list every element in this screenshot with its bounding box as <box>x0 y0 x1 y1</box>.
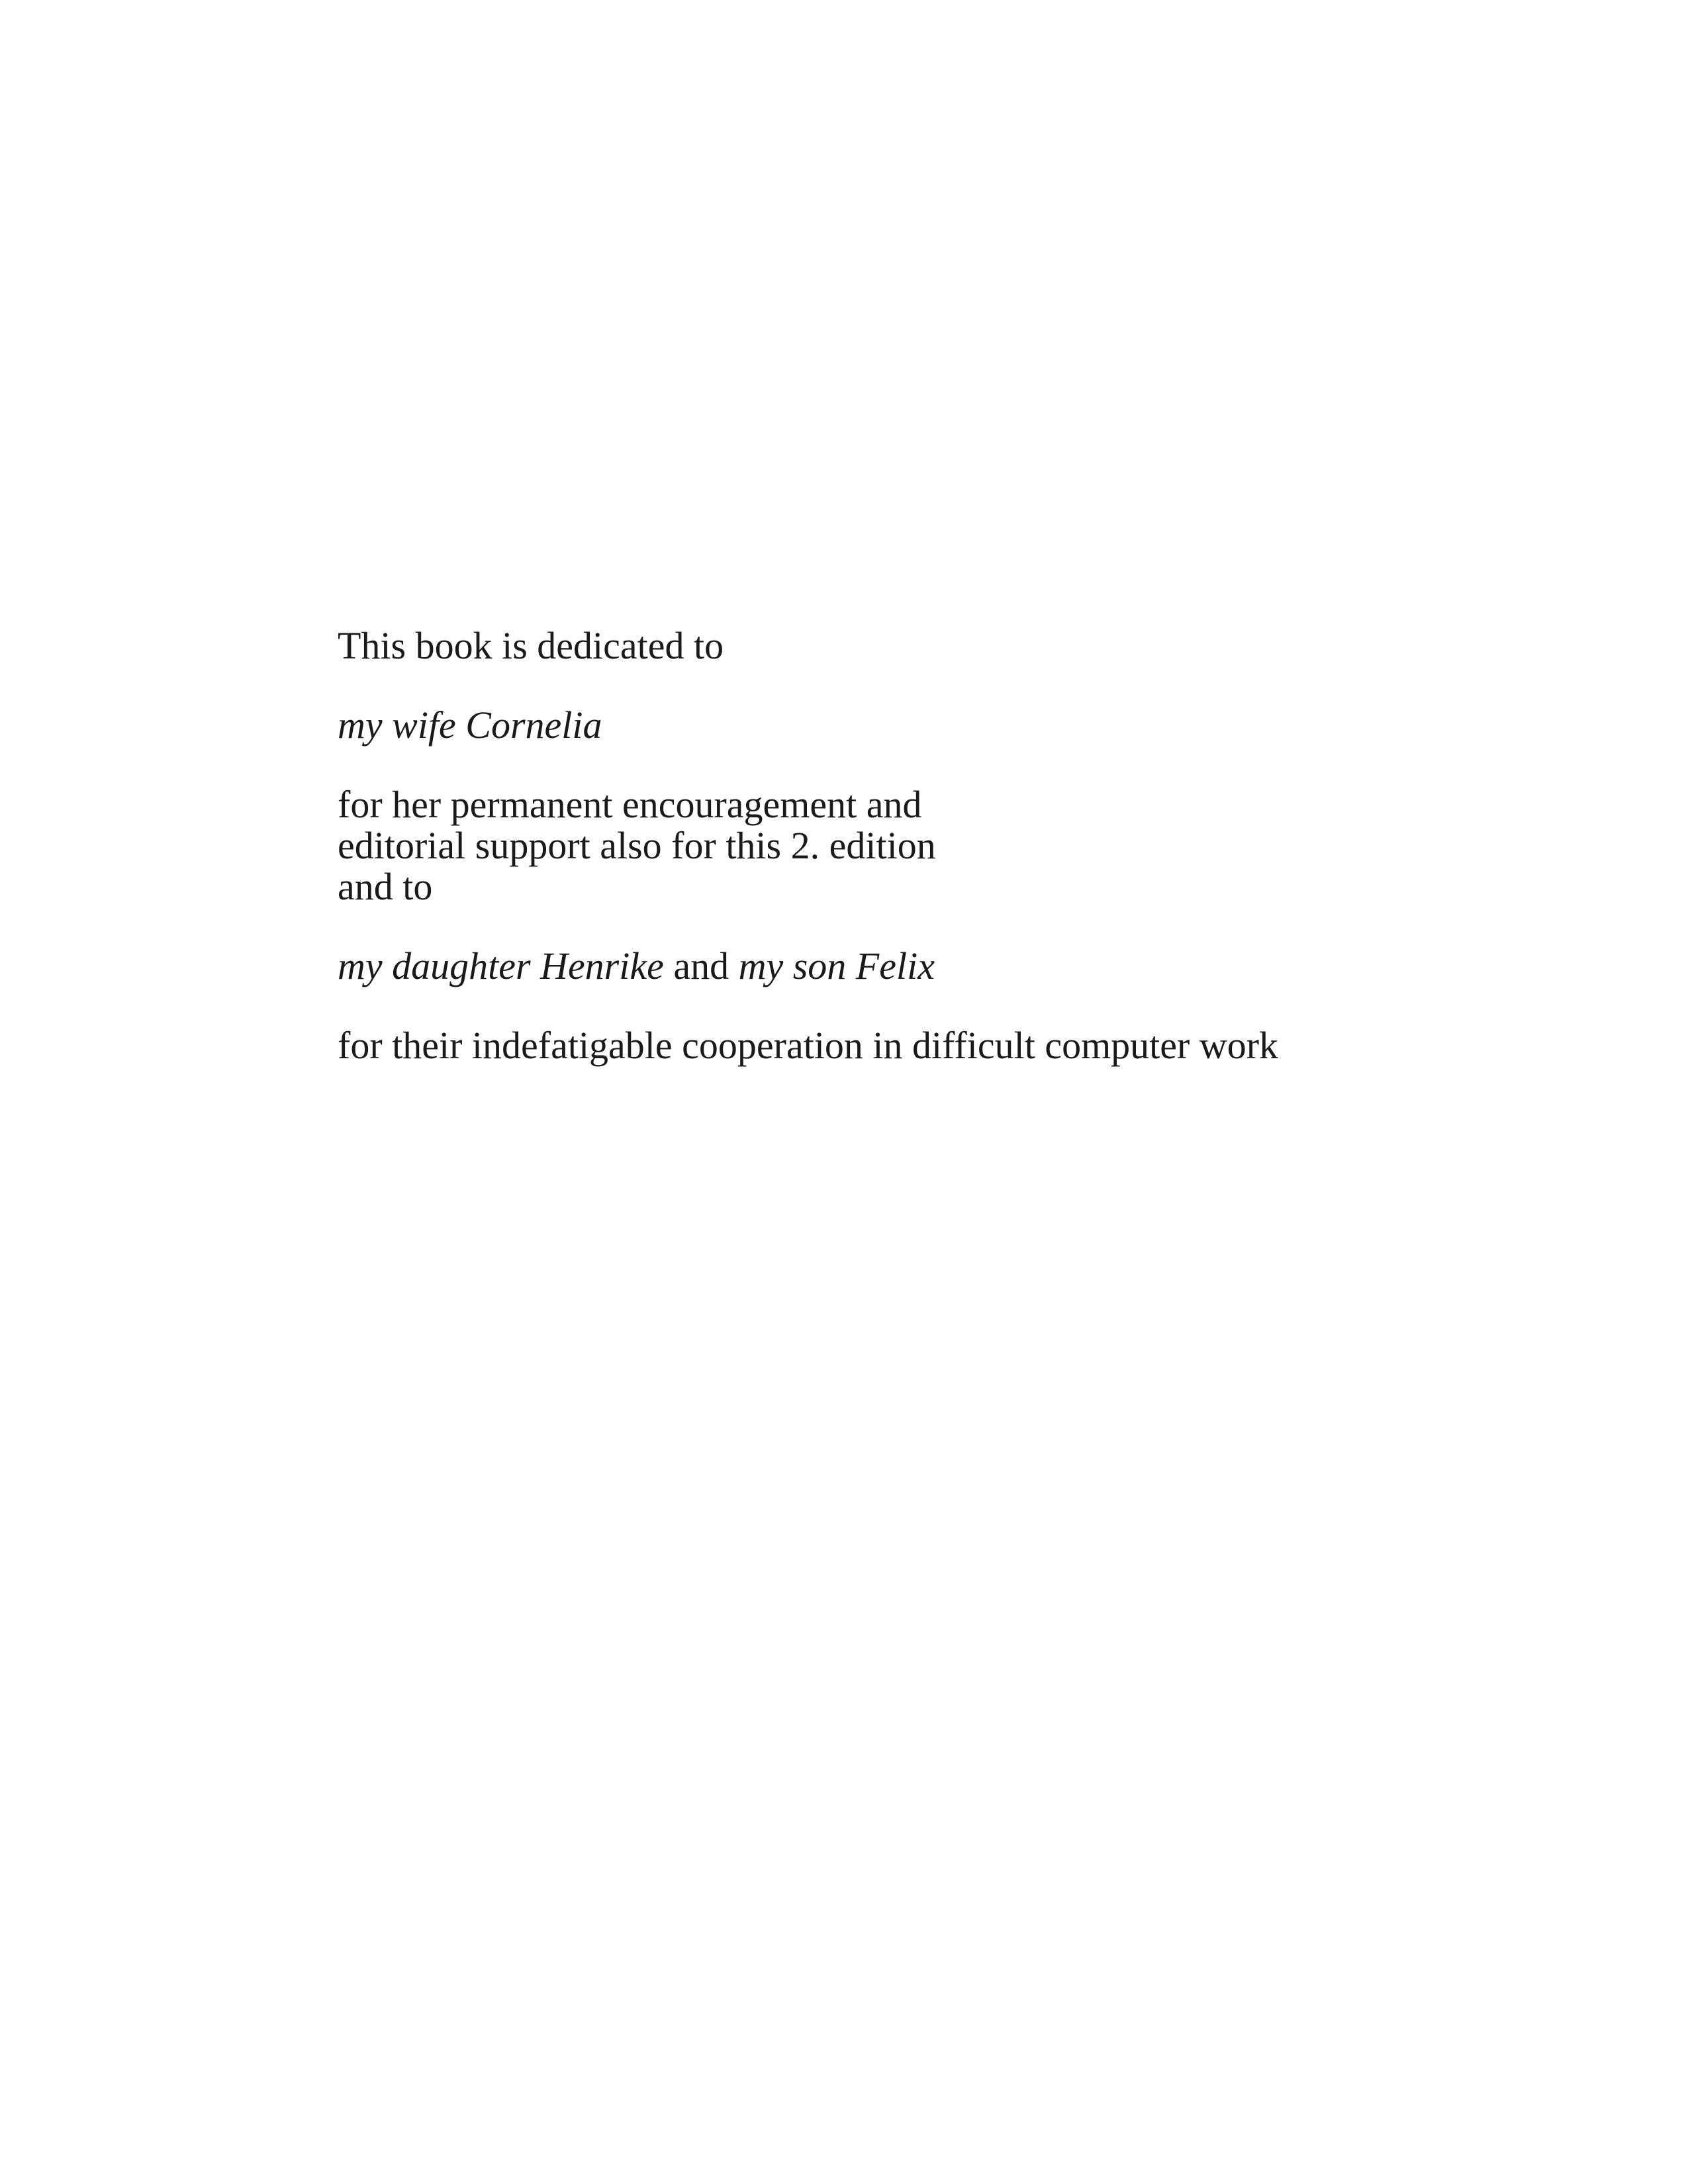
dedication-wife: my wife Cornelia <box>338 704 602 747</box>
dedication-children <box>338 946 1397 987</box>
wife-reason-line-2: editorial support also for this 2. edition <box>338 824 936 867</box>
wife-reason-line-3: and to <box>338 865 433 908</box>
dedication-block <box>338 625 1397 1066</box>
dedication-son: my son Felix <box>738 944 935 987</box>
wife-reason-line-1: for her permanent encouragement and <box>338 783 922 826</box>
dedication-daughter: my daughter Henrike <box>338 944 664 987</box>
dedication-conjunction: and <box>673 944 729 987</box>
children-reason: for their indefatigable cooperation in difficult computer work <box>338 1024 1279 1067</box>
dedication-intro: This book is dedicated to <box>338 624 724 667</box>
